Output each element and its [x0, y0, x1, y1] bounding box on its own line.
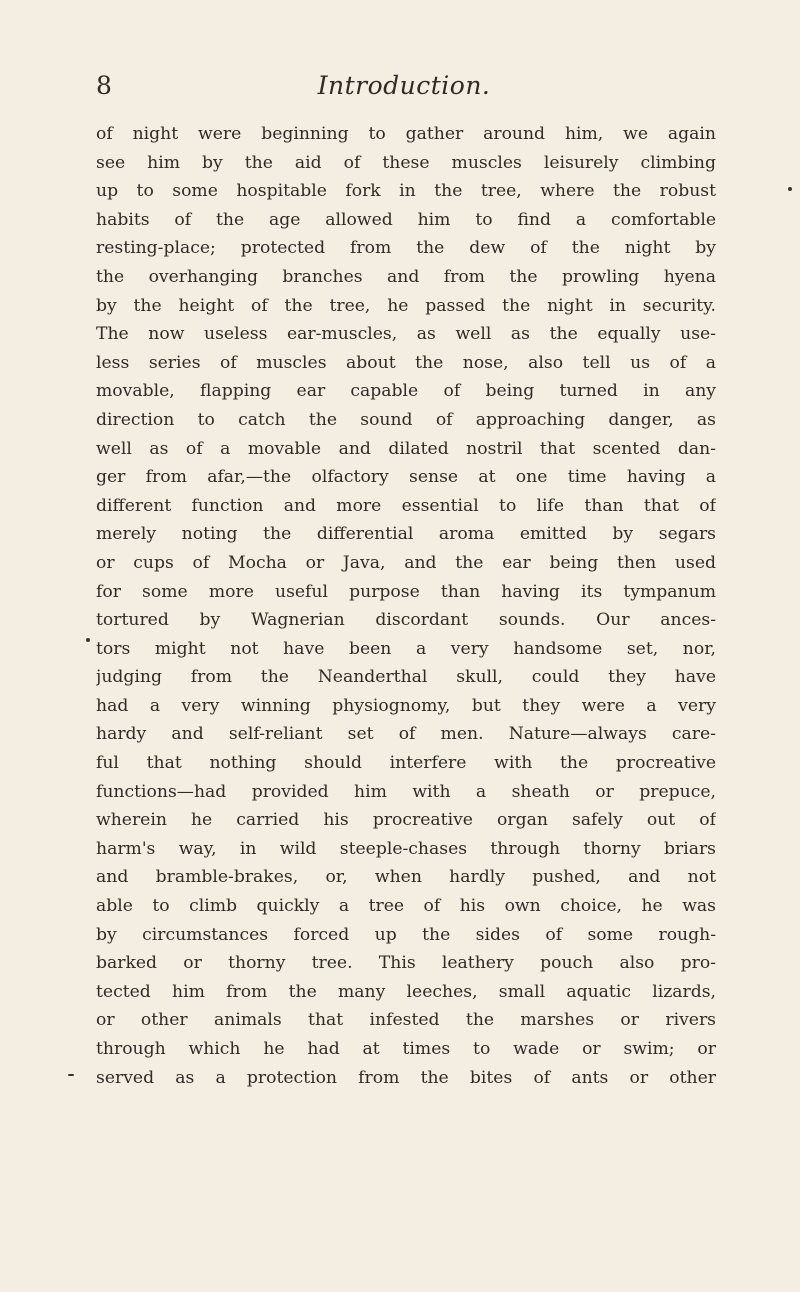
- margin-speck: [68, 1074, 74, 1076]
- text-line: or other animals that infested the marshes or rivers: [96, 1010, 716, 1031]
- text-line: functions—had provided him with a sheath or prepuce,: [96, 781, 716, 802]
- text-line: through which he had at times to wade or swim; or: [96, 1039, 716, 1059]
- text-line: see him by the aid of these muscles leisurely climbing: [96, 152, 716, 173]
- text-line: The now useless ear-muscles, as well as the equally use-: [96, 324, 716, 345]
- body-text: [96, 120, 716, 1092]
- text-line: resting-place; protected from the dew of the night by: [96, 238, 716, 259]
- text-line: had a very winning physiognomy, but they were a very: [96, 695, 716, 716]
- text-line: hardy and self-reliant set of men. Nature—always care-: [96, 724, 716, 745]
- margin-speck: [86, 638, 90, 642]
- text-line: up to some hospitable fork in the tree, where the robust: [96, 181, 716, 202]
- text-line: able to climb quickly a tree of his own choice, he was: [96, 896, 716, 917]
- text-line: tortured by Wagnerian discordant sounds. Our ances-: [96, 610, 716, 631]
- text-line: direction to catch the sound of approaching danger, as: [96, 409, 716, 430]
- page-number: 8: [96, 71, 112, 100]
- text-line: tected him from the many leeches, small aquatic lizards,: [96, 981, 716, 1002]
- text-line: different function and more essential to life than that of: [96, 495, 716, 516]
- text-line: for some more useful purpose than having its tympanum: [96, 581, 716, 602]
- text-line: of night were beginning to gather around him, we again: [96, 124, 716, 144]
- text-line: judging from the Neanderthal skull, could they have: [96, 667, 716, 688]
- text-line: tors might not have been a very handsome set, nor,: [96, 638, 716, 659]
- text-line: and bramble-brakes, or, when hardly pushed, and not: [96, 867, 716, 888]
- margin-speck: [788, 187, 792, 191]
- text-line: movable, flapping ear capable of being turned in any: [96, 381, 716, 402]
- running-head: Introduction.: [317, 71, 491, 100]
- text-line: served as a protection from the bites of ants or other: [96, 1067, 716, 1088]
- text-line: less series of muscles about the nose, also tell us of a: [96, 352, 716, 373]
- text-line: by the height of the tree, he passed the night in security.: [96, 295, 716, 316]
- page-header: [96, 68, 712, 108]
- text-line: ful that nothing should interfere with the procreative: [96, 753, 716, 774]
- text-line: well as of a movable and dilated nostril that scented dan-: [96, 438, 716, 459]
- text-line: the overhanging branches and from the prowling hyena: [96, 266, 716, 287]
- text-line: wherein he carried his procreative organ safely out of: [96, 810, 716, 831]
- text-line: by circumstances forced up the sides of some rough-: [96, 924, 716, 945]
- text-line: harm's way, in wild steeple-chases through thorny briars: [96, 838, 716, 859]
- text-line: merely noting the differential aroma emitted by segars: [96, 524, 716, 545]
- text-line: barked or thorny tree. This leathery pouch also pro-: [96, 953, 716, 974]
- text-line: habits of the age allowed him to find a comfortable: [96, 209, 716, 230]
- text-line: ger from afar,—the olfactory sense at one time having a: [96, 467, 716, 488]
- text-line: or cups of Mocha or Java, and the ear being then used: [96, 552, 716, 573]
